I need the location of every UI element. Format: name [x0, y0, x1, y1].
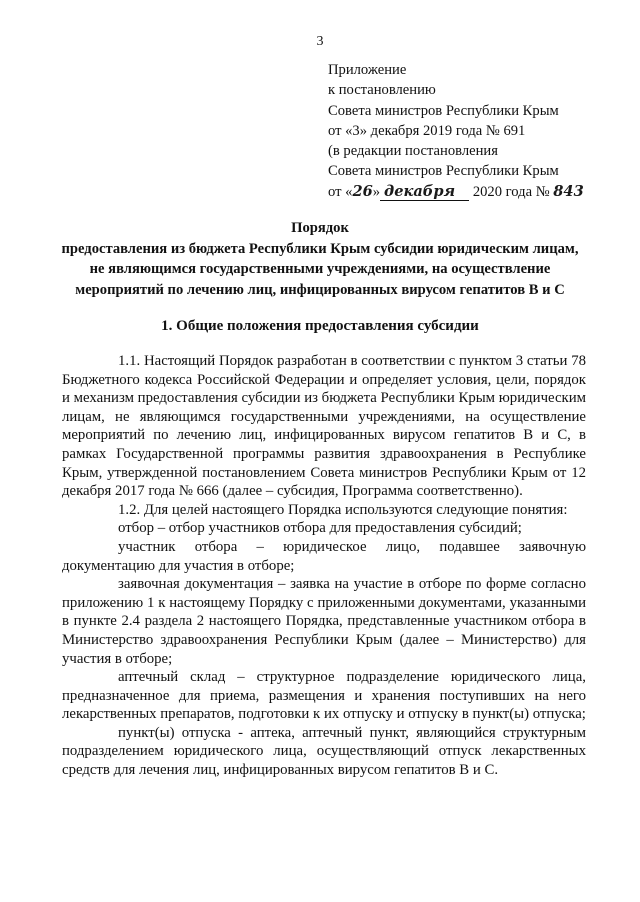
appendix-date-line [328, 182, 628, 202]
appendix-line: (в редакции постановления [328, 143, 498, 160]
appendix-block [328, 60, 628, 202]
title-heading: Порядок [291, 220, 349, 236]
paragraph: 1.1. Настоящий Порядок разработан в соответствии с пунктом 3 статьи 78 Бюджетного кодекса Российской Федерации и определяет условия, цели, порядок и механизм предоставления субсидии из бюджета Республики Крым юридическим лицам, не являющимся государственными учреждениями, на осуществление мероприятий по лечению лиц, инфицированных вирусом гепатитов В и С, в рамках Государственной программы развития здравоохранения в Республике Крым, утвержденной постановлением Совета министров Республики Крым от 12 декабря 2017 года № 666 (далее – субсидия, Программа соответственно). [62, 353, 586, 500]
handwritten-month: декабря [380, 184, 469, 201]
document-title [60, 218, 580, 300]
appendix-line: Совета министров Республики Крым [328, 163, 559, 180]
document-body [62, 352, 586, 780]
date-quote: » [372, 183, 381, 200]
handwritten-number: 843 [553, 182, 584, 200]
appendix-line: Совета министров Республики Крым [328, 102, 559, 119]
date-prefix: от « [328, 183, 353, 200]
handwritten-day: 26 [352, 182, 373, 200]
paragraph: заявочная документация – заявка на участие в отборе по форме согласно приложению 1 к настоящему Порядку с приложенными документами, указанными в пункте 2.4 раздела 2 настоящего Порядка, представленные участником отбора в Министерство здравоохранения Республики Крым (далее – Министерство) для участия в отборе; [62, 576, 586, 667]
title-subject: предоставления из бюджета Республики Крым субсидии юридическим лицам, не являющимся государственными учреждениями, на осуществление мероприятий по лечению лиц, инфицированных вирусом гепатитов В и С [61, 240, 579, 298]
appendix-line: к постановлению [328, 82, 436, 99]
page-number: 3 [316, 34, 324, 49]
appendix-line: от «3» декабря 2019 года № 691 [328, 122, 526, 139]
paragraph: участник отбора – юридическое лицо, подавшее заявочную документацию для участия в отборе; [62, 538, 586, 574]
date-year: 2020 года № [469, 183, 554, 200]
paragraph: аптечный склад – структурное подразделение юридического лица, предназначенное для приема, размещения и хранения поступивших на него лекарственных препаратов, подготовки к их отпуску и отпуску в пункт(ы) отпуска; [62, 669, 586, 723]
appendix-line: Приложение [328, 62, 407, 78]
paragraph: пункт(ы) отпуска - аптека, аптечный пункт, являющийся структурным подразделением юридического лица, осуществляющий отпуск лекарственных средств для лечения лиц, инфицированных вирусом гепатитов В и С. [62, 724, 586, 779]
paragraph: отбор – отбор участников отбора для предоставления субсидий; [118, 520, 522, 537]
paragraph: 1.2. Для целей настоящего Порядка используются следующие понятия: [118, 501, 568, 518]
section-heading: 1. Общие положения предоставления субсидии [161, 318, 479, 334]
